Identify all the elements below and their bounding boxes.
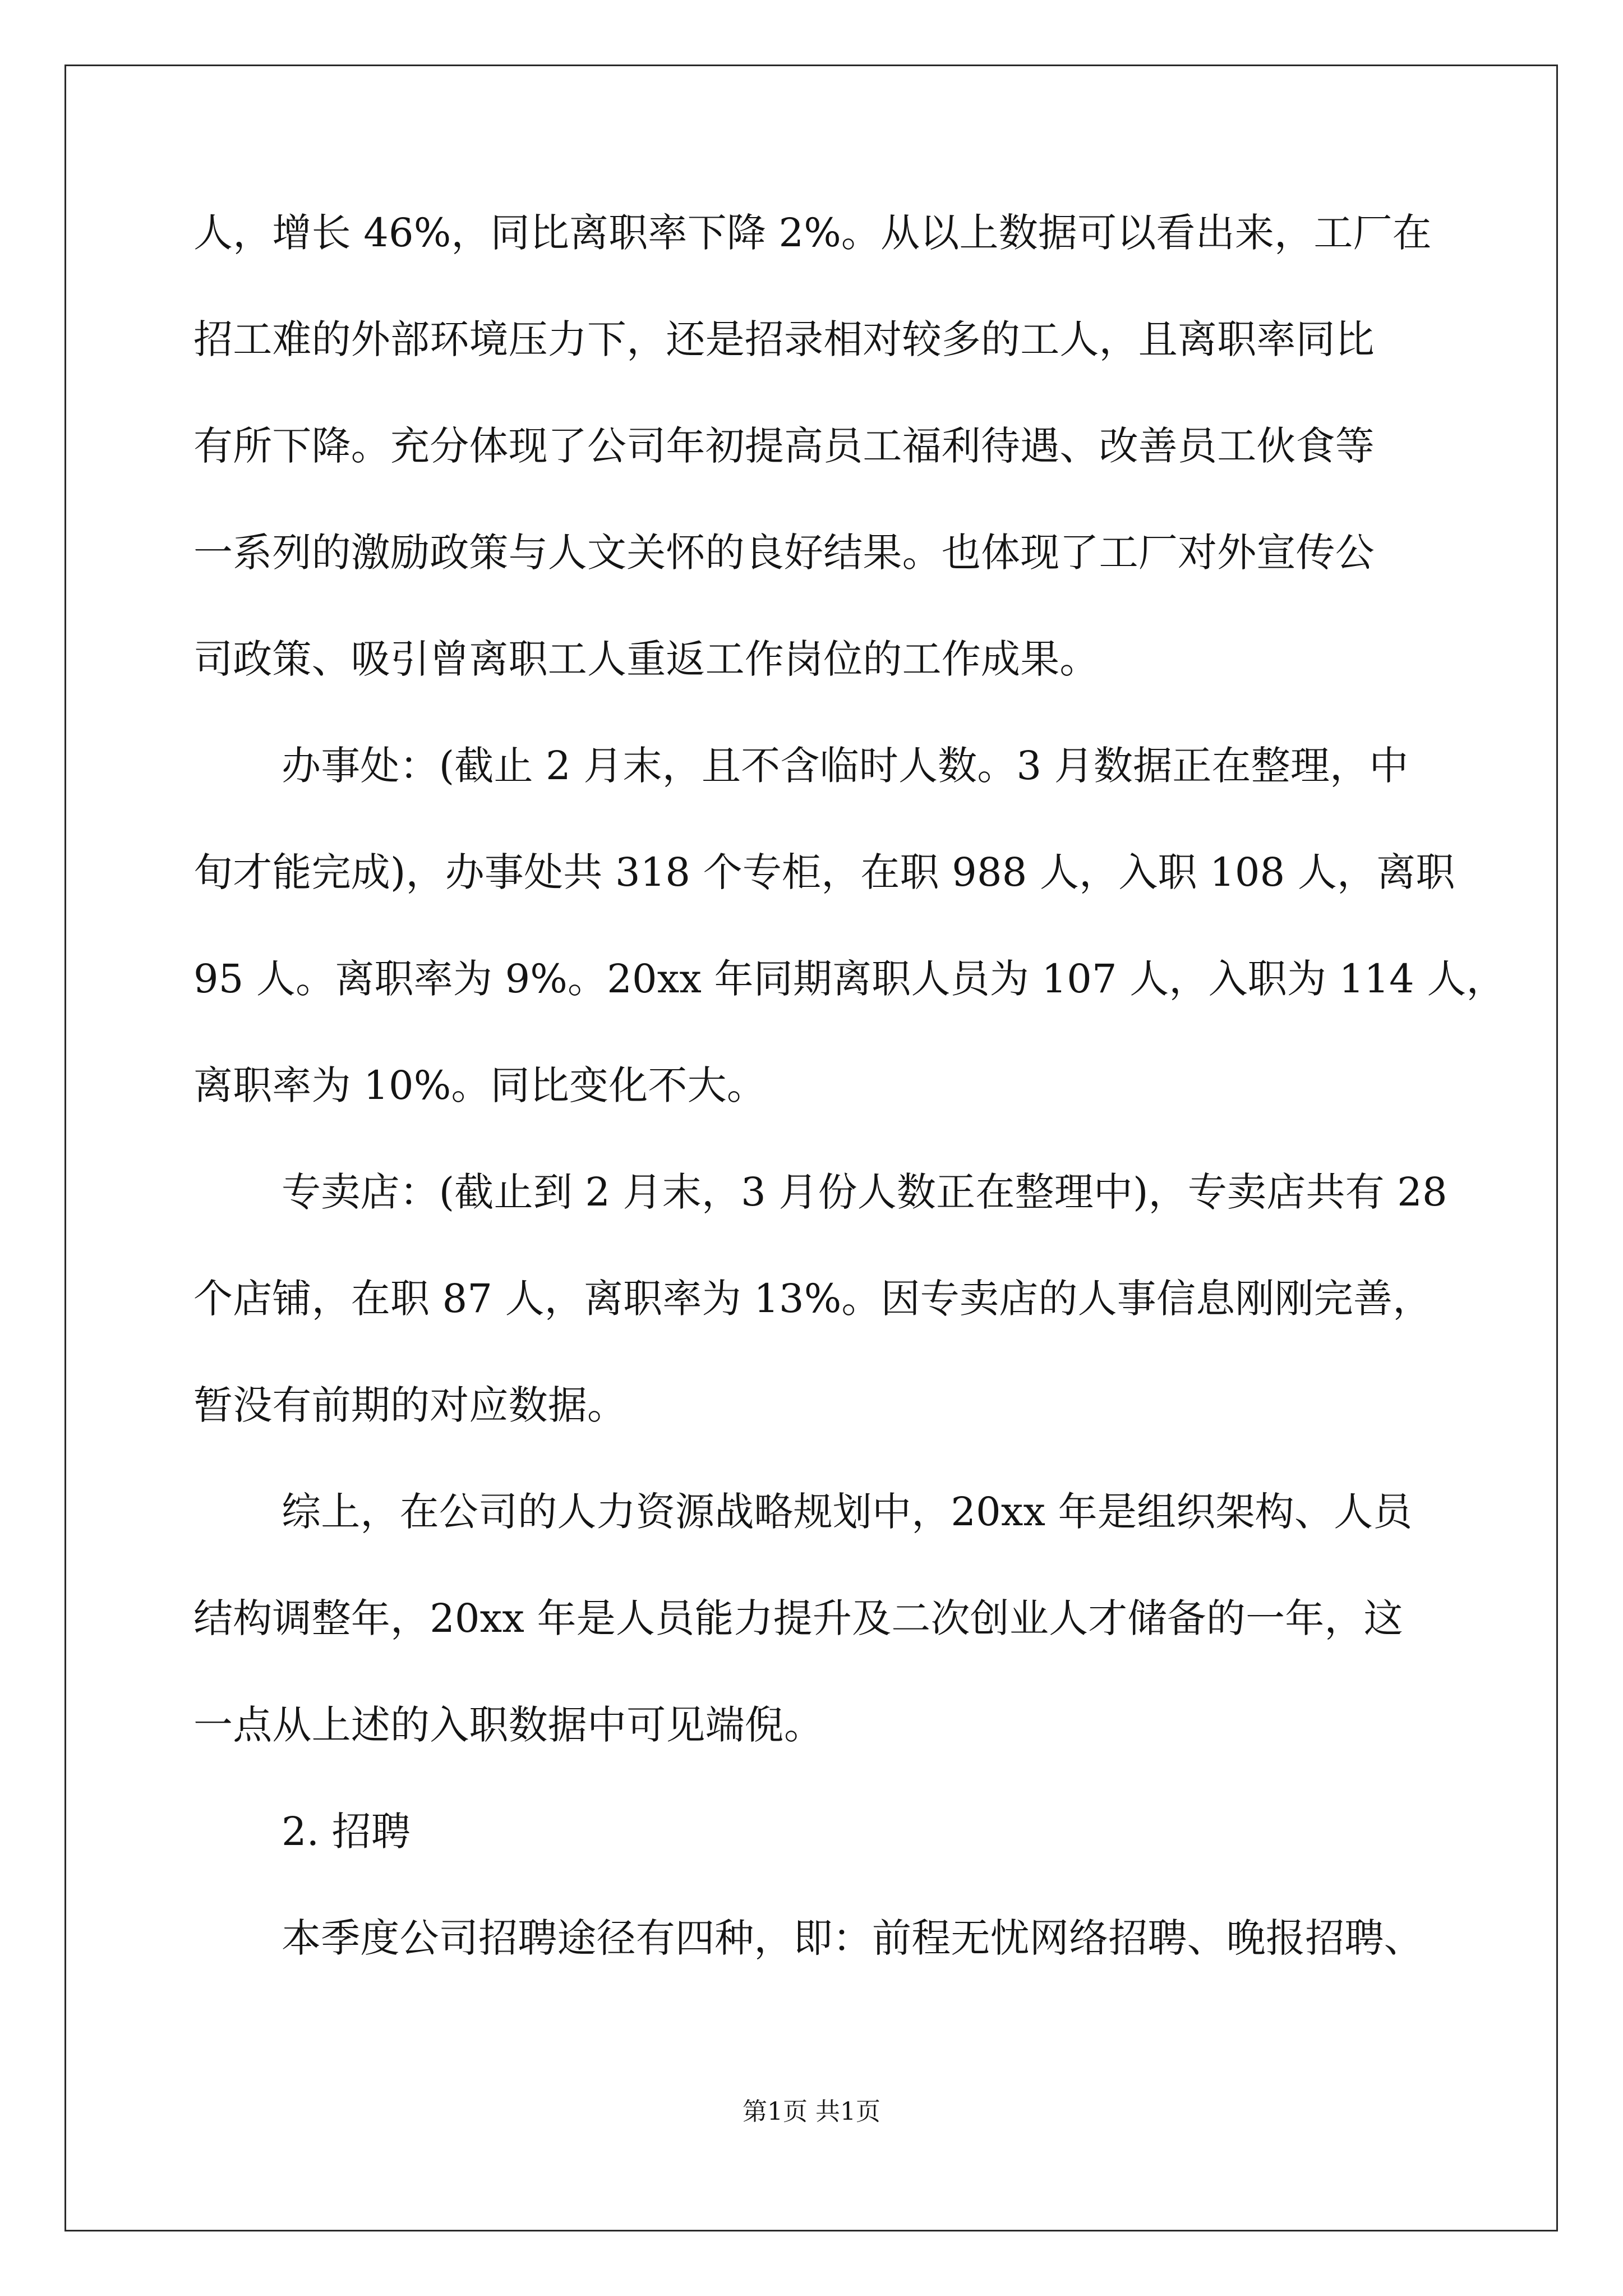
text-line: 离职率为 10%。同比变化不大。 xyxy=(193,1062,767,1108)
text-line: 招工难的外部环境压力下，还是招录相对较多的工人，且离职率同比 xyxy=(193,316,1375,362)
text-line: 旬才能完成)，办事处共 318 个专柜，在职 988 人，入职 108 人，离职 xyxy=(193,849,1455,895)
text-line: 95 人。离职率为 9%。20xx 年同期离职人员为 107 人，入职为 114 人， xyxy=(193,956,1506,1002)
text-line: 一系列的激励政策与人文关怀的良好结果。也体现了工厂对外宣传公 xyxy=(193,530,1375,576)
paragraph-first-line: 专卖店：(截止到 2 月末，3 月份人数正在整理中)，专卖店共有 28 xyxy=(282,1169,1447,1215)
text-line: 有所下降。充分体现了公司年初提高员工福利待遇、改善员工伙食等 xyxy=(193,423,1375,469)
paragraph-first-line: 综上，在公司的人力资源战略规划中，20xx 年是组织架构、人员 xyxy=(282,1489,1413,1535)
text-line: 个店铺，在职 87 人，离职率为 13%。因专卖店的人事信息刚刚完善， xyxy=(193,1276,1432,1322)
page-footer: 第1页 共1页 xyxy=(743,2097,880,2126)
text-line: 人，增长 46%，同比离职率下降 2%。从以上数据可以看出来，工厂在 xyxy=(193,210,1432,256)
section-heading: 2. 招聘 xyxy=(282,1809,411,1855)
page-border xyxy=(64,65,1558,2231)
text-line: 结构调整年，20xx 年是人员能力提升及二次创业人才储备的一年，这 xyxy=(193,1595,1403,1641)
text-line: 一点从上述的入职数据中可见端倪。 xyxy=(193,1702,824,1748)
paragraph-first-line: 办事处：(截止 2 月末，且不含临时人数。3 月数据正在整理，中 xyxy=(282,743,1409,789)
text-line: 司政策、吸引曾离职工人重返工作岗位的工作成果。 xyxy=(193,636,1099,682)
text-line: 暂没有前期的对应数据。 xyxy=(193,1382,627,1428)
paragraph-first-line: 本季度公司招聘途径有四种，即：前程无忧网络招聘、晚报招聘、 xyxy=(282,1915,1423,1961)
